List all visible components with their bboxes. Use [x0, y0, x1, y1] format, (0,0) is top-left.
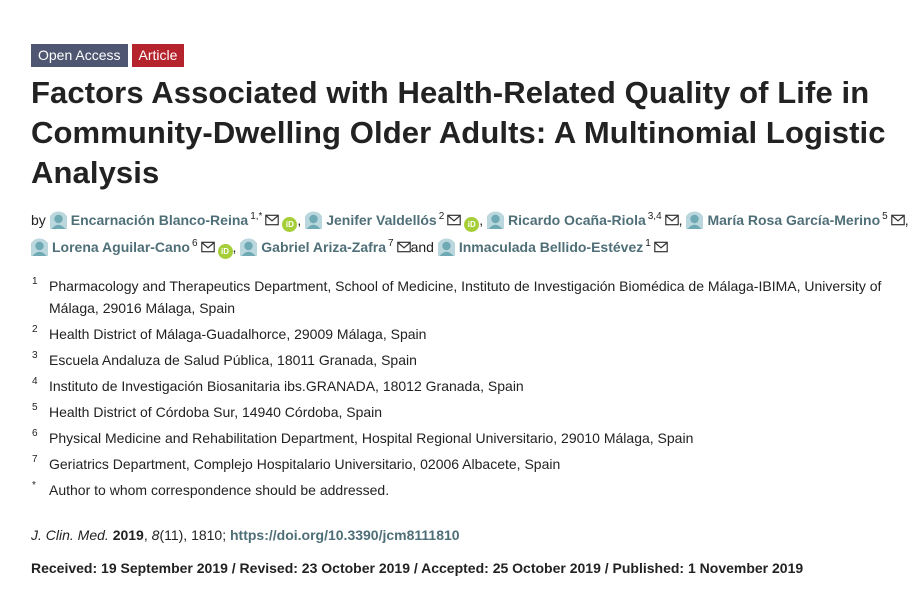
badge-row	[31, 44, 911, 67]
author-item	[305, 212, 479, 228]
affiliation-text: Pharmacology and Therapeutics Department, School of Medicine, Instituto de Investigación Biomédica de Málaga-IBIMA, University of Málaga, 29016 Málaga, Spain	[49, 278, 882, 316]
author-avatar-icon[interactable]	[31, 238, 48, 256]
citation: J. Clin. Med. 2019, 8(11), 1810; https://doi.org/10.3390/jcm8111810	[31, 527, 460, 543]
affiliation-text: Health District of Málaga-Guadalhorce, 29009 Málaga, Spain	[49, 326, 427, 342]
author-affiliation-marker: 7	[388, 238, 394, 249]
affiliation-number: 5	[32, 402, 38, 413]
author-affiliation-marker: 6	[191, 238, 198, 249]
author-affiliation-marker: 5	[882, 211, 888, 222]
affiliation-number: 2	[32, 324, 38, 335]
author-affiliation-marker: 3,4	[647, 211, 662, 222]
affiliation-item	[31, 401, 911, 423]
affiliation-number: 6	[32, 428, 38, 439]
author-item	[50, 212, 298, 228]
author-item	[240, 239, 410, 255]
author-separator: ,	[232, 239, 237, 255]
affiliation-number: 7	[32, 454, 38, 465]
author-item	[438, 239, 668, 255]
affiliation-number: 1	[32, 276, 38, 287]
article-header	[31, 44, 911, 576]
affiliation-text: Health District of Córdoba Sur, 14940 Córdoba, Spain	[49, 404, 383, 420]
envelope-icon[interactable]	[654, 236, 668, 248]
envelope-icon[interactable]	[201, 236, 215, 248]
author-item	[487, 212, 679, 228]
author-separator: and	[410, 239, 434, 255]
author-affiliation-marker: 1,*	[250, 211, 263, 222]
envelope-icon[interactable]	[447, 209, 461, 221]
orcid-icon[interactable]: iD	[282, 217, 297, 232]
affiliation-text: Geriatrics Department, Complejo Hospitalario Universitario, 02006 Albacete, Spain	[49, 456, 561, 472]
author-name[interactable]: María Rosa García-Merino	[707, 212, 881, 228]
affiliation-number: *	[32, 480, 36, 491]
author-avatar-icon[interactable]	[50, 211, 67, 229]
article-type-badge: Article	[132, 44, 185, 67]
author-item	[686, 212, 904, 228]
author-separator: ,	[479, 212, 484, 228]
author-separator: ,	[904, 212, 909, 228]
envelope-icon[interactable]	[665, 209, 679, 221]
article-title: Factors Associated with Health-Related Quality of Life in Community-Dwelling Older Adults: A Multinomial Logistic Analysis	[31, 75, 886, 190]
affiliation-item	[31, 375, 911, 397]
doi-link[interactable]: https://doi.org/10.3390/jcm8111810	[230, 527, 460, 543]
affiliation-list	[31, 275, 911, 501]
citation-volume: 8	[151, 527, 160, 543]
affiliation-text: Physical Medicine and Rehabilitation Department, Hospital Regional Universitario, 29010 Málaga, Spain	[49, 430, 694, 446]
citation-issue-pages: (11), 1810;	[159, 527, 227, 543]
affiliation-item	[31, 479, 911, 501]
affiliation-text: Instituto de Investigación Biosanitaria ibs.GRANADA, 18012 Granada, Spain	[49, 378, 524, 394]
author-avatar-icon[interactable]	[487, 211, 504, 229]
envelope-icon[interactable]	[265, 209, 279, 221]
authors-prefix: by	[31, 212, 46, 228]
envelope-icon[interactable]	[891, 209, 905, 221]
open-access-badge[interactable]: Open Access	[31, 44, 128, 67]
author-affiliation-marker: 2	[438, 211, 445, 222]
author-avatar-icon[interactable]	[438, 238, 455, 256]
envelope-icon[interactable]	[397, 236, 411, 248]
affiliation-number: 4	[32, 376, 38, 387]
affiliation-item	[31, 275, 911, 319]
orcid-icon[interactable]: iD	[464, 217, 479, 232]
author-name[interactable]: Lorena Aguilar-Cano	[52, 239, 190, 255]
author-name[interactable]: Encarnación Blanco-Reina	[70, 212, 249, 228]
author-avatar-icon[interactable]	[305, 211, 322, 229]
author-separator: ,	[297, 212, 302, 228]
affiliation-item	[31, 453, 911, 475]
author-avatar-icon[interactable]	[686, 211, 703, 229]
author-name[interactable]: Ricardo Ocaña-Riola	[508, 212, 646, 228]
author-name[interactable]: Inmaculada Bellido-Estévez	[458, 239, 644, 255]
publication-dates: Received: 19 September 2019 / Revised: 23 October 2019 / Accepted: 25 October 2019 / Published: 1 November 2019	[31, 560, 804, 576]
affiliation-item	[31, 427, 911, 449]
author-name[interactable]: Gabriel Ariza-Zafra	[261, 239, 387, 255]
author-avatar-icon[interactable]	[240, 238, 257, 256]
affiliation-item	[31, 349, 911, 371]
citation-year: 2019	[112, 527, 144, 543]
affiliation-text: Escuela Andaluza de Salud Pública, 18011 Granada, Spain	[49, 352, 417, 368]
author-list	[31, 205, 911, 259]
journal-name: J. Clin. Med.	[31, 527, 109, 543]
affiliation-item	[31, 323, 911, 345]
author-affiliation-marker: 1	[645, 238, 651, 249]
author-separator: ,	[678, 212, 683, 228]
author-name[interactable]: Jenifer Valdellós	[326, 212, 437, 228]
affiliation-number: 3	[32, 350, 38, 361]
author-item	[31, 239, 233, 255]
affiliation-text: Author to whom correspondence should be addressed.	[49, 482, 390, 498]
orcid-icon[interactable]: iD	[218, 244, 233, 259]
